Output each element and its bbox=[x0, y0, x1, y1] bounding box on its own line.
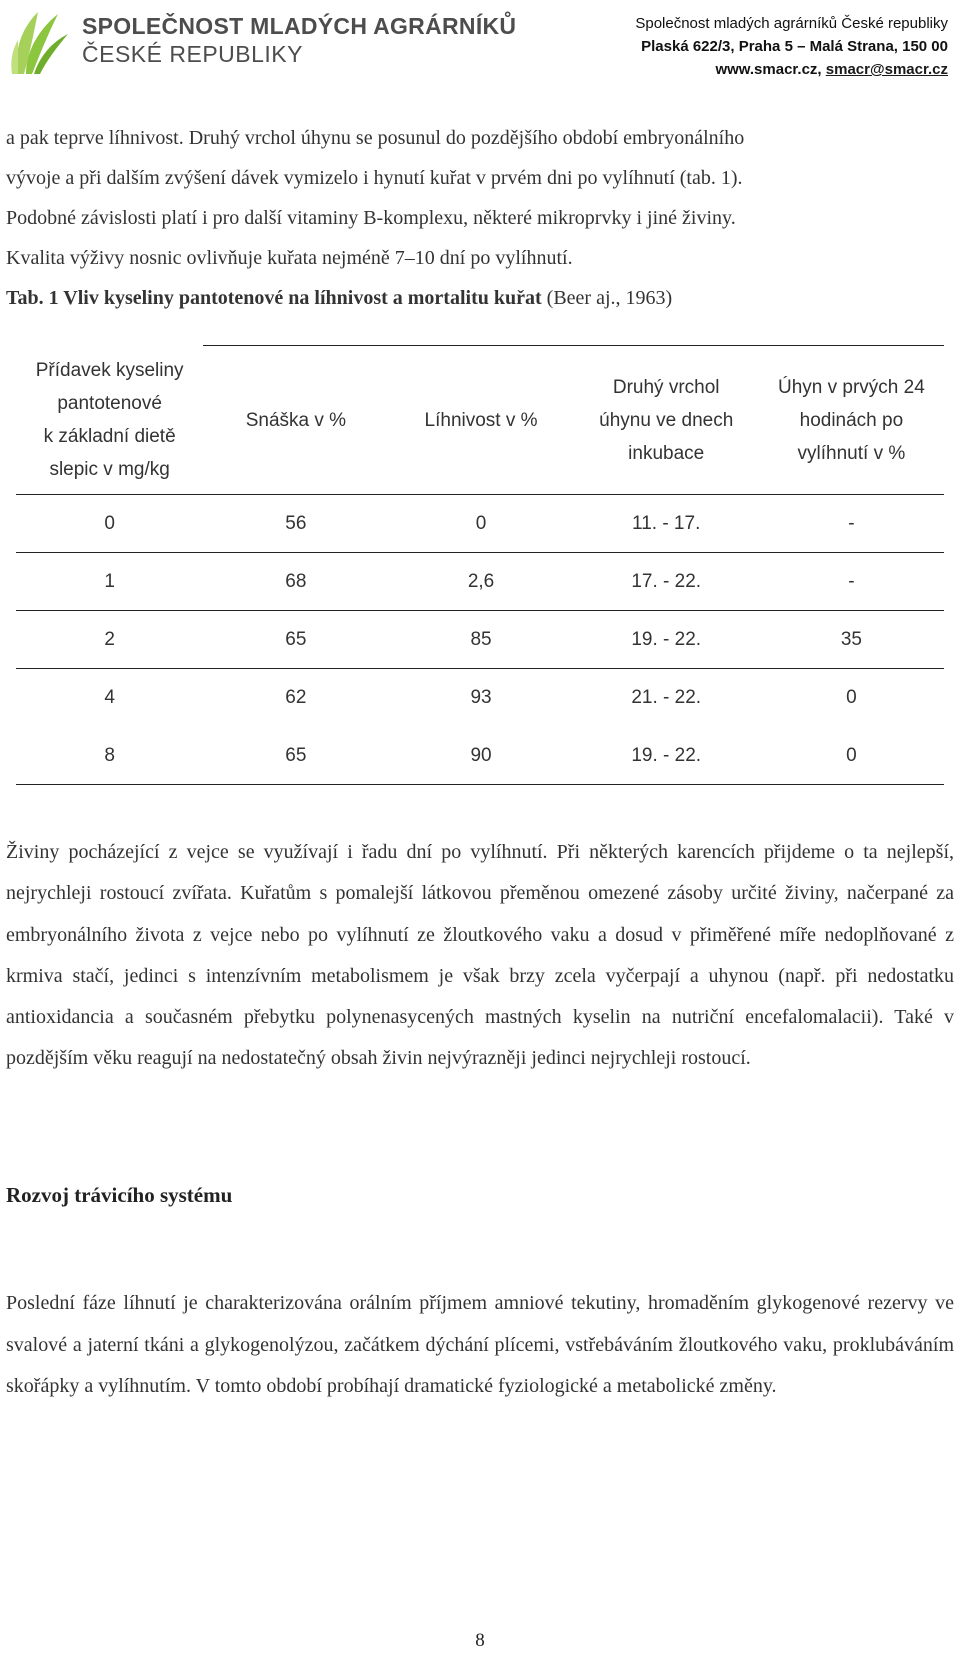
table-cell: 56 bbox=[203, 495, 388, 553]
table-cell: 68 bbox=[203, 553, 388, 611]
table-cell: 19. - 22. bbox=[574, 611, 759, 669]
table-cell: 2,6 bbox=[388, 553, 573, 611]
intro-text bbox=[6, 118, 954, 318]
table-cell: - bbox=[759, 495, 944, 553]
header-hatchability: Líhnivost v % bbox=[388, 346, 573, 495]
table-cell: - bbox=[759, 553, 944, 611]
contact-block bbox=[635, 12, 948, 81]
table-caption-source: (Beer aj., 1963) bbox=[541, 287, 673, 309]
header-laying: Snáška v % bbox=[203, 346, 388, 495]
table-cell: 8 bbox=[16, 727, 203, 785]
paragraph-digestive-system: Poslední fáze líhnutí je charakterizována orálním příjmem amniové tekutiny, hromaděním glykogenové rezervy ve svalové a jaterní tkáni a glykogenolýzou, začátkem dýchání plícemi, vstřebáváním žloutkového vaku, proklubáváním skořápky a vylíhnutím. V tomto období probíhají dramatické fyziologické a metabolické změny. bbox=[6, 1292, 954, 1397]
table-cell: 90 bbox=[388, 727, 573, 785]
header-second-peak: Druhý vrchol úhynu ve dnech inkubace bbox=[574, 346, 759, 495]
contact-name: Společnost mladých agrárníků České republiky bbox=[635, 15, 948, 32]
table-cell: 0 bbox=[388, 495, 573, 553]
org-name-line1: SPOLEČNOST MLADÝCH AGRÁRNÍKŮ bbox=[82, 13, 517, 39]
table-caption-title: Tab. 1 Vliv kyseliny pantotenové na líhnivost a mortalitu kuřat bbox=[6, 287, 542, 309]
table-cell: 65 bbox=[203, 611, 388, 669]
page-header bbox=[0, 0, 960, 96]
org-name-line2: ČESKÉ REPUBLIKY bbox=[82, 41, 303, 67]
table-cell: 2 bbox=[16, 611, 203, 669]
organization-name bbox=[82, 12, 516, 68]
intro-line: Podobné závislosti platí i pro další vitaminy B-komplexu, některé mikroprvky i jiné živiny. bbox=[6, 207, 736, 229]
table-cell: 85 bbox=[388, 611, 573, 669]
intro-line: a pak teprve líhnivost. Druhý vrchol úhynu se posunul do pozdějšího období embryonálního bbox=[6, 127, 745, 149]
table-cell: 35 bbox=[759, 611, 944, 669]
table-row bbox=[16, 611, 944, 669]
intro-line: Kvalita výživy nosnic ovlivňuje kuřata nejméně 7–10 dní po vylíhnutí. bbox=[6, 247, 573, 269]
section-heading: Rozvoj trávicího systému bbox=[6, 1183, 233, 1207]
header-mortality-24h: Úhyn v prvých 24 hodinách po vylíhnutí v % bbox=[759, 346, 944, 495]
table-row bbox=[16, 553, 944, 611]
table-cell: 17. - 22. bbox=[574, 553, 759, 611]
contact-email-link[interactable]: smacr@smacr.cz bbox=[825, 61, 948, 78]
table-row bbox=[16, 727, 944, 785]
paragraph-nutrients: Živiny pocházející z vejce se využívají i řadu dní po vylíhnutí. Při některých karencích přijdeme o ta nejlepší, nejrychleji rostoucí zvířata. Kuřatům s pomalejší látkovou přeměnou omezené zásoby určité živiny, načerpané za embryonálního života z vejce nebo po vylíhnutí ze žloutkového vaku a dosud v přiměřené míře nedoplňované z krmiva stačí, jedinci s intenzívním metabolismem je však brzy zcela vyčerpají a uhynou (např. při nedostatku antioxidancia a současném přebytku polynenasycených mastných kyselin na nutriční encefalomalacii). Také v pozdějším věku reagují na nedostatečný obsah živin nejvýrazněji jedinci nejrychleji rostoucí. bbox=[6, 841, 954, 1070]
table-row bbox=[16, 495, 944, 553]
header-supplement: Přídavek kyseliny pantotenové k základní dietě slepic v mg/kg bbox=[16, 346, 203, 495]
table-cell: 65 bbox=[203, 727, 388, 785]
pantothenic-acid-table bbox=[16, 345, 944, 785]
table-cell: 11. - 17. bbox=[574, 495, 759, 553]
intro-line: vývoje a při dalším zvýšení dávek vymizelo i hynutí kuřat v prvém dni po vylíhnutí (tab. 1). bbox=[6, 167, 743, 189]
table-cell: 21. - 22. bbox=[574, 669, 759, 727]
table-cell: 4 bbox=[16, 669, 203, 727]
table-cell: 1 bbox=[16, 553, 203, 611]
table-header-row bbox=[16, 346, 944, 495]
contact-address: Plaská 622/3, Praha 5 – Malá Strana, 150 00 bbox=[641, 38, 948, 55]
table-cell: 0 bbox=[759, 727, 944, 785]
table-caption bbox=[6, 278, 954, 318]
table-cell: 0 bbox=[16, 495, 203, 553]
table-cell: 93 bbox=[388, 669, 573, 727]
table-cell: 62 bbox=[203, 669, 388, 727]
contact-web-link[interactable]: www.smacr.cz, bbox=[715, 61, 822, 78]
table-cell: 0 bbox=[759, 669, 944, 727]
wheat-leaf-icon bbox=[8, 4, 72, 76]
table-cell: 19. - 22. bbox=[574, 727, 759, 785]
table-row bbox=[16, 669, 944, 727]
page-number: 8 bbox=[475, 1630, 485, 1651]
